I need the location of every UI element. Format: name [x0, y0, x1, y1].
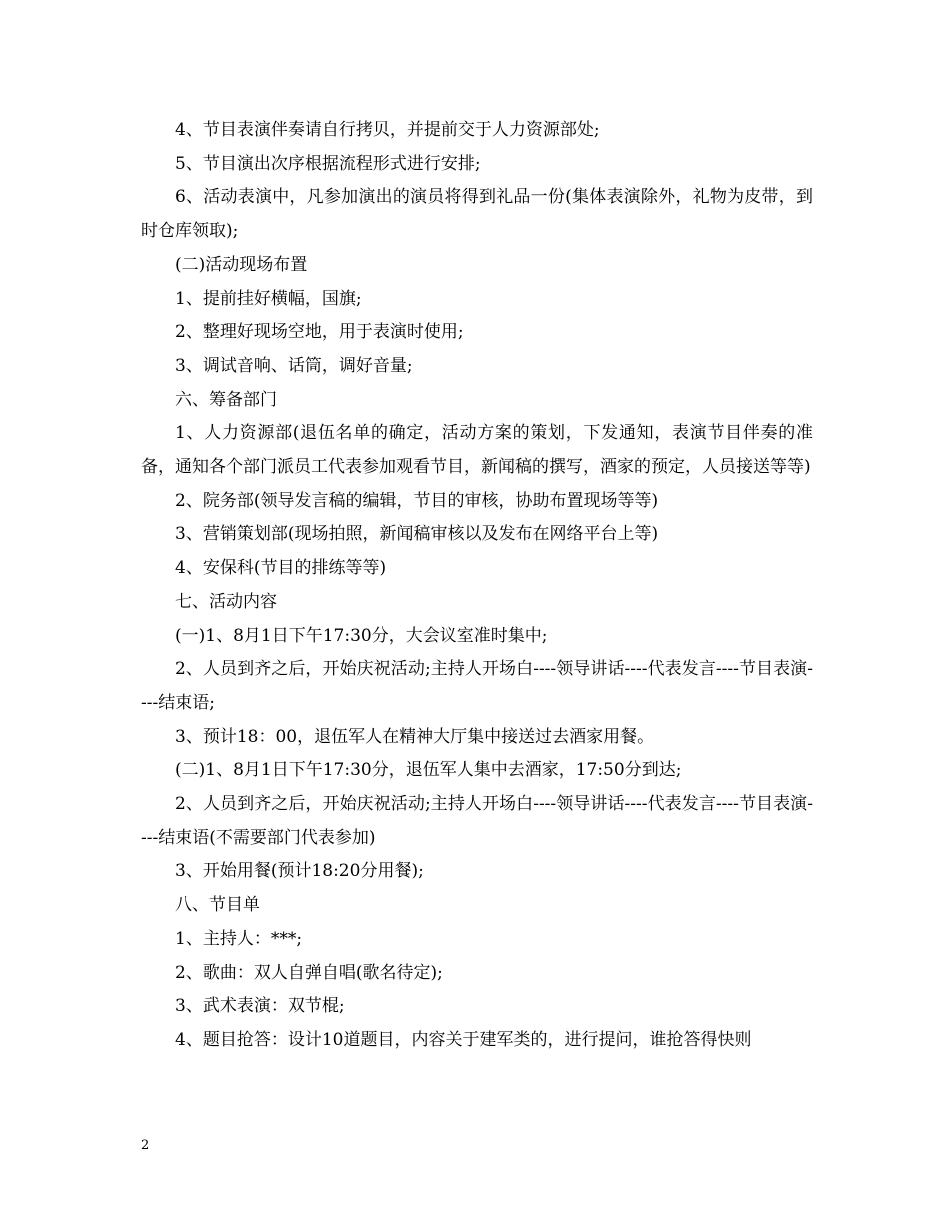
- section-heading: 八、节目单: [175, 895, 260, 916]
- paragraph: 1、人力资源部(退伍名单的确定，活动方案的策划，下发通知，表演节目伴奏的准备，通知各个部门派员工代表参加观看节目，新闻稿的撰写，酒家的预定，人员接送等等): [141, 423, 813, 478]
- paragraph: (二)1、8月1日下午17:30分，退伍军人集中去酒家，17:50分到达;: [175, 760, 682, 781]
- paragraph: 4、节目表演伴奏请自行拷贝，并提前交于人力资源部处;: [175, 120, 600, 140]
- paragraph: 3、预计18：00，退伍军人在精神大厅集中接送过去酒家用餐。: [175, 726, 655, 747]
- paragraph: 3、开始用餐(预计18:20分用餐);: [175, 861, 424, 882]
- paragraph: 2、人员到齐之后，开始庆祝活动;主持人开场白----领导讲话----代表发言----节目表演----结束语(不需要部门代表参加): [141, 794, 813, 848]
- paragraph: 4、安保科(节目的排练等等): [175, 558, 387, 579]
- paragraph: 1、提前挂好横幅，国旗;: [175, 288, 362, 309]
- section-heading: 六、筹备部门: [175, 389, 277, 410]
- paragraph: (一)1、8月1日下午17:30分，大会议室准时集中;: [175, 625, 548, 646]
- paragraph: 4、题目抢答：设计10道题目，内容关于建军类的，进行提问，谁抢答得快则: [175, 1029, 752, 1050]
- paragraph: 1、主持人：***;: [175, 928, 303, 949]
- page-number: 2: [141, 1138, 150, 1153]
- paragraph: 2、歌曲：双人自弹自唱(歌名待定);: [175, 962, 443, 983]
- section-heading: 七、活动内容: [175, 591, 277, 612]
- paragraph: 2、人员到齐之后，开始庆祝活动;主持人开场白----领导讲话----代表发言----节目表演----结束语;: [141, 659, 813, 713]
- section-heading: (二)活动现场布置: [175, 254, 308, 275]
- paragraph: 3、调试音响、话筒，调好音量;: [175, 355, 413, 376]
- paragraph: 3、营销策划部(现场拍照，新闻稿审核以及发布在网络平台上等): [175, 524, 659, 545]
- paragraph: 2、院务部(领导发言稿的编辑，节目的审核，协助布置现场等等): [175, 490, 659, 511]
- paragraph: 6、活动表演中，凡参加演出的演员将得到礼品一份(集体表演除外，礼物为皮带，到时仓库领取);: [141, 187, 813, 242]
- paragraph: 2、整理好现场空地，用于表演时使用;: [175, 322, 464, 343]
- paragraph: 3、武术表演：双节棍;: [175, 996, 345, 1017]
- paragraph: 5、节目演出次序根据流程形式进行安排;: [175, 153, 481, 174]
- document-body: [141, 114, 813, 1058]
